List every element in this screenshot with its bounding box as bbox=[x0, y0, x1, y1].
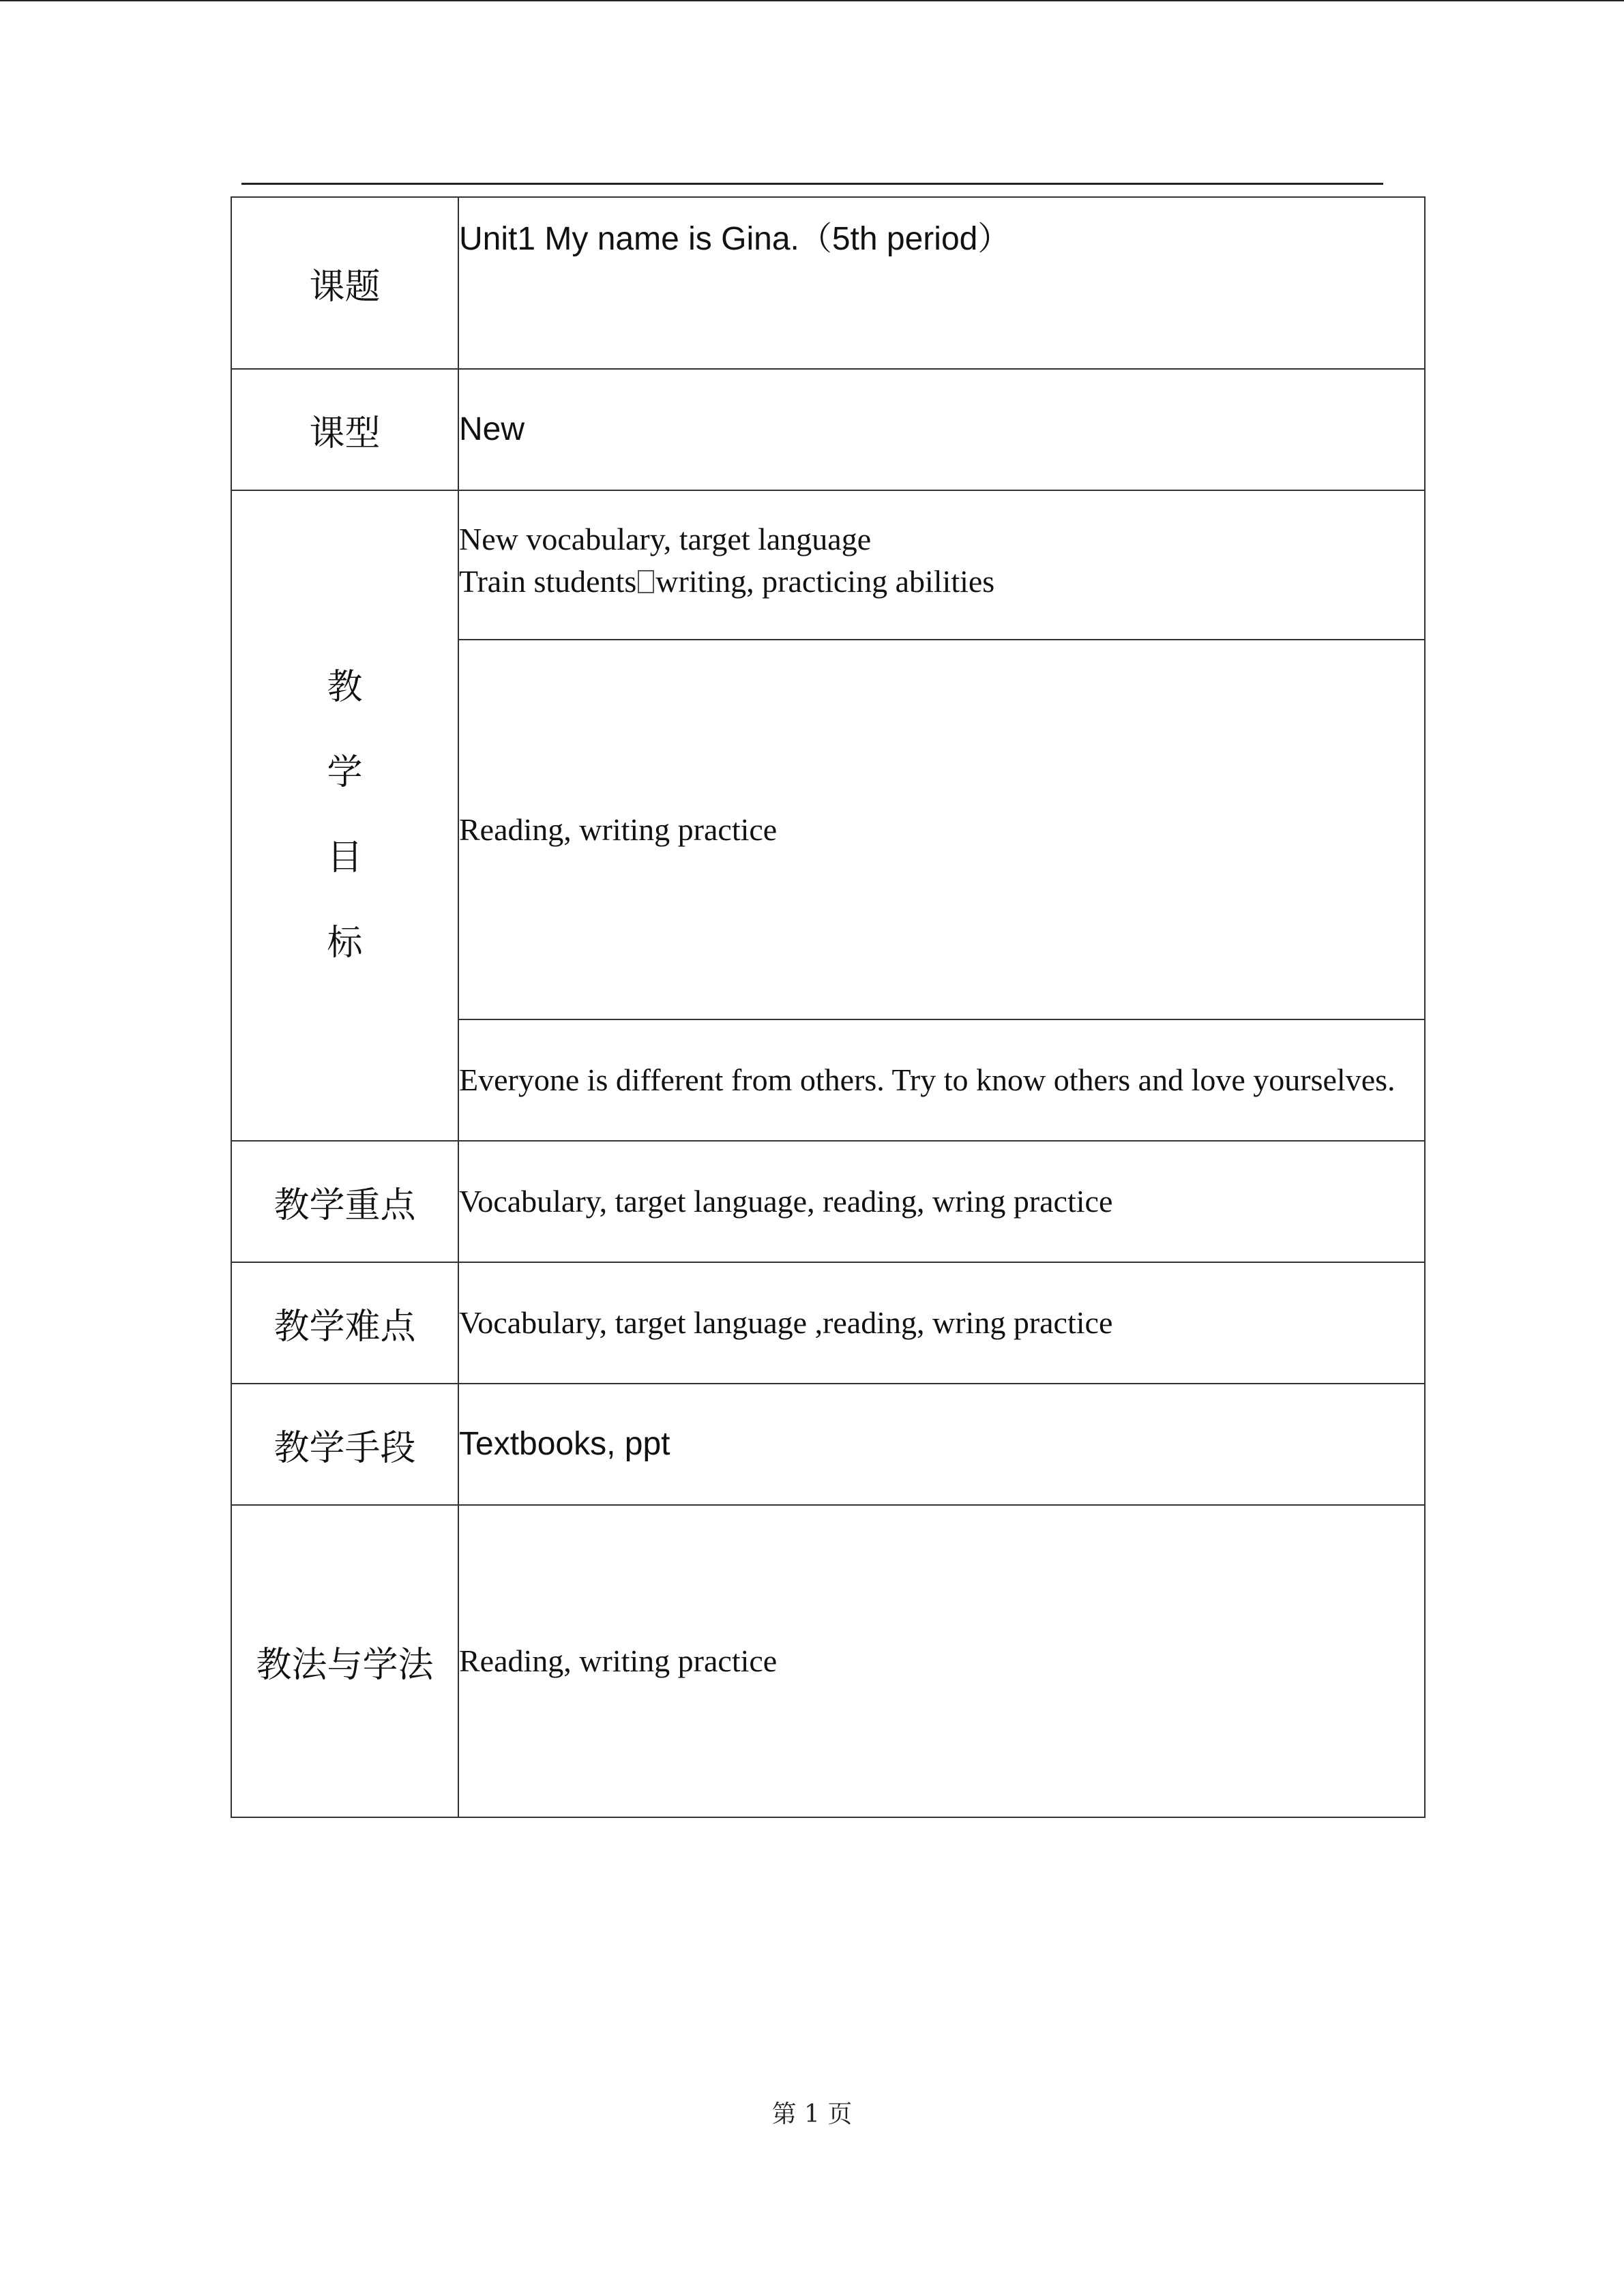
topic-value-cell bbox=[458, 197, 1425, 369]
objectives-knowledge-cell bbox=[458, 490, 1425, 640]
topic-label: 课题 bbox=[231, 197, 458, 369]
key-points-label: 教学重点 bbox=[231, 1141, 458, 1262]
objectives-label-char-1: 教 bbox=[327, 667, 363, 708]
objectives-ability-value: Reading, writing practice bbox=[459, 811, 778, 847]
row-key-points bbox=[231, 1141, 1425, 1262]
difficult-points-label: 教学难点 bbox=[231, 1262, 458, 1384]
key-points-value-cell bbox=[458, 1141, 1425, 1262]
difficult-points-value: Vocabulary, target language ,reading, wring practice bbox=[459, 1305, 1113, 1340]
objectives-label-char-4: 标 bbox=[327, 923, 363, 964]
objectives-label bbox=[231, 490, 458, 1141]
row-difficult-points bbox=[231, 1262, 1425, 1384]
lesson-type-label: 课型 bbox=[231, 369, 458, 490]
page-top-border bbox=[0, 0, 1624, 1]
methods-label: 教法与学法 bbox=[231, 1505, 458, 1817]
page-number: 第 1 页 bbox=[771, 2100, 853, 2128]
lesson-type-value: New bbox=[459, 411, 525, 447]
lesson-plan-table bbox=[231, 196, 1426, 1818]
knowledge-line-2-prefix: Train students bbox=[459, 564, 637, 599]
methods-value: Reading, writing practice bbox=[459, 1643, 778, 1678]
header-rule bbox=[241, 183, 1383, 185]
row-lesson-type bbox=[231, 369, 1425, 490]
row-teaching-aids bbox=[231, 1384, 1425, 1505]
objectives-emotion-cell bbox=[458, 1019, 1425, 1141]
row-methods bbox=[231, 1505, 1425, 1817]
topic-value: Unit1 My name is Gina.（5th period） bbox=[459, 221, 1011, 257]
teaching-aids-value: Textbooks, ppt bbox=[459, 1426, 670, 1462]
teaching-aids-value-cell bbox=[458, 1384, 1425, 1505]
lesson-type-value-cell bbox=[458, 369, 1425, 490]
difficult-points-value-cell bbox=[458, 1262, 1425, 1384]
objectives-ability-cell bbox=[458, 640, 1425, 1019]
objectives-label-char-3: 目 bbox=[327, 837, 363, 878]
missing-glyph-box bbox=[638, 570, 654, 593]
knowledge-line-2-suffix: writing, practicing abilities bbox=[655, 564, 995, 599]
objectives-knowledge-line-1: New vocabulary, target language bbox=[459, 522, 872, 556]
row-objectives-knowledge bbox=[231, 490, 1425, 640]
objectives-label-char-2: 学 bbox=[327, 752, 363, 793]
teaching-aids-label: 教学手段 bbox=[231, 1384, 458, 1505]
methods-value-cell bbox=[458, 1505, 1425, 1817]
objectives-knowledge-line-2 bbox=[459, 561, 1424, 603]
row-topic bbox=[231, 197, 1425, 369]
objectives-emotion-value: Everyone is different from others. Try to know others and love yourselves. bbox=[459, 1062, 1396, 1097]
key-points-value: Vocabulary, target language, reading, wring practice bbox=[459, 1184, 1113, 1219]
